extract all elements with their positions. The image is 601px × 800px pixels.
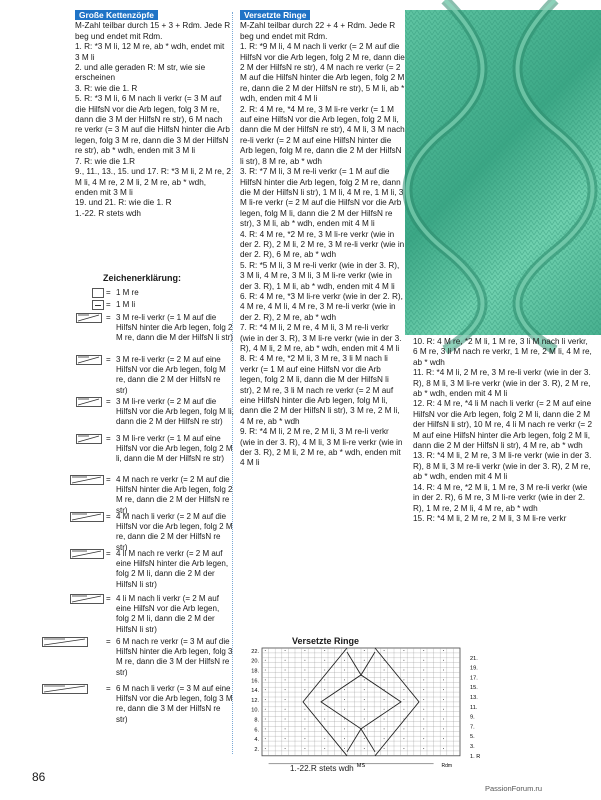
purl-dot [265,719,266,720]
row-number-left: 22. [251,648,259,655]
cross-3-right-symbol-icon [76,355,102,365]
purl-dot [285,728,286,729]
equals-sign: = [106,434,111,443]
cable-texture-image [405,10,601,335]
row-number-right: 7. [470,724,475,731]
purl-dot [324,650,325,651]
left-section-line: 7. R: wie die 1.R [75,156,136,166]
purl-dot [265,679,266,680]
purl-dot [344,689,345,690]
legend-text: 4 M nach re verkr (= 2 M auf die HilfsN hinter die Arb legen, folg 2 M re, dann die 2 M der HilfsN re str) [116,475,233,515]
row-number-left: 4. [254,737,259,744]
purl-dot [384,689,385,690]
purl-dot [265,670,266,671]
purl-dot [304,738,305,739]
left-column [75,10,231,219]
right-section-line: 12. R: 4 M re, *4 li M nach li verkr (= 2 M auf eine HilfsN vor die Arb legen, folg 2 M li, dann die 2 M der HilfsN li str), 10 M re, 4 li M nach re verkr (= 2 M auf eine HilfsN hinter die Arb legen, folg 2 M li, dann die 2 M der HilfsN li str), 4 M re, ab * wdh [413,399,593,451]
purl-dot [265,709,266,710]
cross-4-right-symbol-icon [70,475,104,485]
row-number-right: 19. [470,665,478,672]
row-number-left: 18. [251,668,259,675]
purl-dot [265,748,266,749]
row-number-left: 12. [251,697,259,704]
purl-dot [403,699,404,700]
row-number-right: 21. [470,655,478,662]
legend-text: 3 M li-re verkr (= 2 M auf die HilfsN vor die Arb legen, folg M li, dann die 2 M der HilfsN re str) [116,397,234,427]
purl-dot [304,709,305,710]
purl-dot [324,728,325,729]
purl-dot [443,709,444,710]
right-column [413,337,593,524]
purl-dot [304,679,305,680]
purl-dot [324,738,325,739]
purl-dot [265,650,266,651]
cross-6-right-symbol-icon [42,637,88,647]
middle-section-line: 3. R: *7 M li, 3 M re-li verkr (= 1 M auf die HilfsN hinter die Arb legen, folg 2 M re, dann die M der HilfsN li str), 1 M li, 4 M re, 1 M li, 3 M li-re verkr (= 2 M auf die HilfsN vor die Arb legen, folg M li, dann die 2 M der HilfsN re str), 3 M li, ab * wdh, enden mit 4 M li [240,167,404,229]
purl-dot [423,670,424,671]
purl-dot [265,728,266,729]
purl-dot [364,738,365,739]
purl-dot [324,699,325,700]
purl-dot [304,719,305,720]
purl-dot [344,699,345,700]
legend-text: 4 M nach li verkr (= 2 M auf die HilfsN vor die Arb legen, folg 2 M re, dann die 2 M der HilfsN re str) [116,512,233,552]
purl-dot [324,679,325,680]
purl-dot [443,728,444,729]
watermark: PassionForum.ru [485,784,543,793]
purl-dot [285,650,286,651]
purl-dot [324,689,325,690]
cross-4-purl-symbol-icon [70,549,104,559]
cross-3-purl-right-symbol-icon [76,434,102,444]
purl-dot [423,689,424,690]
equals-sign: = [106,549,111,558]
row-number-right: 17. [470,675,478,682]
purl-dot [423,660,424,661]
legend-text: 6 M nach re verkr (= 3 M auf die HilfsN hinter die Arb legen, folg 3 M re, dann die 3 M der HilfsN re str) [116,637,233,677]
purl-dot [423,699,424,700]
right-section-line: 10. R: 4 M re, *2 M li, 1 M re, 3 li M nach li verkr, 6 M re, 3 li M nach re verkr, 1 M re, 2 M li, 4 M re, ab * wdh [413,337,592,367]
row-number-right: 1. R [470,753,481,760]
legend-text: 3 M re-li verkr (= 1 M auf die HilfsN hinter die Arb legen, folg 2 M re, dann die M der HilfsN li str) [116,313,233,343]
purl-dot [285,748,286,749]
left-section-line: 1.-22. R stets wdh [75,208,141,218]
purl-dot [443,719,444,720]
repeat-label: MS [356,762,366,769]
purl-dot [344,660,345,661]
purl-dot [423,748,424,749]
knit-right-symbol-icon [92,288,104,298]
purl-dot [403,738,404,739]
row-number-left: 20. [251,658,259,665]
row-number-right: 15. [470,685,478,692]
purl-dot [304,670,305,671]
row-number-left: 2. [254,746,259,753]
middle-section-line: 6. R: 4 M re, *3 M li-re verkr (wie in der 2. R), 4 M re, 4 M li, 4 M re, 3 M re-li verkr (wie in der 2. R), 2 M re, ab * wdh [240,291,403,322]
equals-sign: = [106,512,111,521]
row-number-right: 5. [470,734,475,741]
purl-dot [443,670,444,671]
purl-dot [384,738,385,739]
equals-sign: = [106,475,111,484]
purl-dot [265,699,266,700]
purl-dot [265,738,266,739]
right-section-line: 11. R: *4 M li, 2 M re, 3 M re-li verkr (wie in der 3. R), 8 M li, 3 M li-re verkr (wie in der 3. R), 2 M re, ab * wdh, enden mit 4 M li [413,368,591,399]
purl-dot [384,719,385,720]
purl-dot [443,748,444,749]
equals-sign: = [106,313,111,322]
legend-title: Zeichenerklärung: [103,273,182,283]
purl-dot [423,728,424,729]
purl-dot [403,719,404,720]
legend-text: 3 M re-li verkr (= 2 M auf eine HilfsN vor die Arb legen, folg M re, dann die 2 M der HilfsN re str) [116,355,226,395]
middle-section-line: 9. R: *4 M li, 2 M re, 2 M li, 3 M re-li verkr (wie in der 3. R), 4 M li, 3 M li-re verkr (wie in der 3. R), 2 M li, 2 M re, ab * wdh, enden mit 4 M li [240,427,403,468]
purl-dot [384,679,385,680]
purl-dot [384,699,385,700]
purl-dot [423,709,424,710]
row-number-right: 9. [470,714,475,721]
purl-dot [364,660,365,661]
equals-sign: = [106,684,111,693]
row-number-left: 8. [254,717,259,724]
chart-footer: 1.-22.R stets wdh [290,764,354,773]
middle-section-line: 4. R: 4 M re, *2 M re, 3 M li-re verkr (wie in der 2. R), 2 M li, 2 M re, 3 M re-li verkr (wie in der 2. R), 6 M re, ab * wdh [240,229,405,260]
purl-dot [324,670,325,671]
equals-sign: = [106,300,111,309]
purl-dot [344,728,345,729]
purl-dot [384,748,385,749]
legend-text: 1 M re [116,288,139,297]
purl-dot [423,738,424,739]
purl-dot [403,748,404,749]
purl-dot [403,709,404,710]
left-section-line: 2. und alle geraden R: M str, wie sie erscheinen [75,63,206,83]
purl-dot [304,660,305,661]
purl-dot [344,748,345,749]
purl-dot [364,679,365,680]
chart-title: Versetzte Ringe [292,636,360,646]
purl-dot [384,709,385,710]
purl-dot [364,699,365,700]
purl-dot [344,679,345,680]
purl-dot [403,689,404,690]
purl-dot [423,679,424,680]
purl-dot [265,689,266,690]
equals-sign: = [106,397,111,406]
row-number-right: 3. [470,744,475,750]
cross-6-left-symbol-icon [42,684,88,694]
purl-dot [265,660,266,661]
cross-4-purl-left-symbol-icon [70,594,104,604]
row-number-left: 16. [251,678,259,685]
purl-dot [324,748,325,749]
middle-section-line: 5. R: *5 M li, 3 M re-li verkr (wie in der 3. R), 3 M li, 4 M re, 3 M li, 3 M li-re verkr (wie in der 3. R), 1 M li, ab * wdh, enden mit 4 M li [240,260,400,291]
purl-dot [344,738,345,739]
middle-section-line: 1. R: *9 M li, 4 M nach li verkr (= 2 M auf die HilfsN vor die Arb legen, folg 2 M re, dann die 2 M der HilfsN re str), 4 M nach re verkr (= 2 M auf die HilfsN hinter die Arb legen, folg 2 M re, dann die 2 M der HilfsN re str), 5 M li, ab * wdh, enden mit 4 M li [240,42,405,104]
right-section-text [413,337,593,524]
purl-dot [384,650,385,651]
middle-column [240,10,405,469]
purl-dot [364,670,365,671]
purl-dot [384,660,385,661]
equals-sign: = [106,637,111,646]
equals-sign: = [106,594,111,603]
purl-dot [364,689,365,690]
equals-sign: = [106,355,111,364]
legend-text: 6 M nach li verkr (= 3 M auf eine HilfsN vor die Arb legen, folg 3 M re, dann die 3 M der HilfsN re str) [116,684,233,724]
legend-text: 1 M li [116,300,136,309]
cross-4-left-symbol-icon [70,512,104,522]
purl-dot [403,650,404,651]
edge-stitch-label: Rdm [441,762,453,769]
purl-dot [285,709,286,710]
right-section-line: 13. R: *4 M li, 2 M re, 3 M li-re verkr (wie in der 3. R), 8 M li, 3 M re-li verkr (wie in der 3. R), 2 M re, ab * wdh, enden mit 4 M li [413,451,592,482]
left-section-title: Große Kettenzöpfe [75,10,158,20]
purl-dot [443,679,444,680]
purl-dot [364,748,365,749]
purl-dot [324,660,325,661]
legend-text: 4 li M nach re verkr (= 2 M auf eine HilfsN hinter die Arb legen, folg 2 M li, dann die 2 M der HilfsN li str) [116,549,229,589]
row-number-left: 6. [254,727,259,734]
right-section-line: 15. R: *4 M li, 2 M re, 2 M li, 3 M li-re verkr [413,513,567,523]
middle-section-text [240,21,405,468]
left-section-line: 3. R: wie die 1. R [75,83,138,93]
purl-dot [403,728,404,729]
left-section-line: 19. und 21. R: wie die 1. R [75,198,172,208]
purl-dot [285,719,286,720]
purl-dot [344,670,345,671]
purl-dot [364,728,365,729]
knitting-photo [405,10,601,335]
middle-section-line: M-Zahl teilbar durch 22 + 4 + Rdm. Jede R beg und endet mit Rdm. [240,21,396,41]
purl-dot [423,719,424,720]
purl-dot [285,699,286,700]
purl-dot [364,719,365,720]
purl-dot [443,689,444,690]
purl-dot [384,728,385,729]
row-number-right: 13. [470,695,478,701]
purl-dot [285,670,286,671]
page-number: 86 [32,770,46,784]
purl-dot [304,689,305,690]
purl-dot [364,650,365,651]
purl-dot [443,660,444,661]
row-number-right: 11. [470,704,478,711]
purl-dot [403,670,404,671]
purl-dot [364,709,365,710]
purl-dot [403,660,404,661]
purl-dot [285,679,286,680]
middle-section-line: 2. R: 4 M re, *4 M re, 3 M li-re verkr (= 1 M auf eine HilfsN vor die Arb legen, folg 2 M li, dann die M der HilfsN re str), 4 M li, 3 M nach re-li verkr (= 2 M auf eine HilfsN hinter die Arb legen, folg M re, dann die 2 M der HilfsN li str), 8 M re, ab * wdh [240,104,405,166]
row-number-left: 14. [251,688,259,695]
left-section-line: M-Zahl teilbar durch 15 + 3 + Rdm. Jede R beg und endet mit Rdm. [75,21,231,41]
purl-dot [285,660,286,661]
purl-dot [443,699,444,700]
purl-dot [423,650,424,651]
legend-text: 4 li M nach li verkr (= 2 M auf eine HilfsN vor die Arb legen, folg 2 M li, dann die 2 M der HilfsN li str) [116,594,220,634]
left-section-text [75,21,231,219]
purl-dot [324,709,325,710]
left-section-line: 5. R: *3 M li, 6 M nach li verkr (= 3 M auf die HilfsN vor die Arb legen, folg 3 M re, dann die 3 M der HilfsN re str), 6 M nach re verkr (= 3 M auf die HilfsN hinter die Arb legen, folg 3 M re, dann die 3 M der HilfsN re str), ab * wdh, enden mit 3 M li [75,94,230,156]
purl-dot [304,728,305,729]
left-section-line: 9., 11., 13., 15. und 17. R: *3 M li, 2 M re, 2 M li, 4 M re, 2 M li, 2 M re, ab * wdh, enden mit 3 M li [75,167,231,197]
purl-dot [403,679,404,680]
purl-dot [324,719,325,720]
equals-sign: = [106,288,111,297]
purl-dot [304,650,305,651]
middle-section-line: 8. R: 4 M re, *2 M li, 3 M re, 3 li M nach li verkr (= 1 M auf eine HilfsN vor die Arb legen, folg 2 M li, dann die M der HilfsN li str), 2 M re, 3 li M nach re verkr (= 2 M auf eine HilfsN hinter die Arb legen, folg M li, dann die 2 M der HilfsN li str), 3 M re, 2 M li, 4 M re, ab * wdh [240,354,400,426]
purl-symbol-icon [92,300,104,310]
purl-dot [344,709,345,710]
purl-dot [443,650,444,651]
row-number-left: 10. [251,707,259,714]
purl-dot [304,699,305,700]
right-section-line: 14. R: 4 M re, *2 M li, 1 M re, 3 M re-li verkr (wie in der 2. R), 6 M re, 3 M li-re verkr (wie in der 2. R), 1 M re, 2 M li, 4 M re, ab * wdh [413,482,588,513]
purl-dot [304,748,305,749]
purl-dot [285,738,286,739]
cross-3-purl-symbol-icon [76,397,102,407]
purl-dot [384,670,385,671]
cross-3-left-symbol-icon [76,313,102,323]
purl-dot [344,650,345,651]
middle-section-line: 7. R: *4 M li, 2 M re, 4 M li, 3 M re-li verkr (wie in der 3. R), 3 M li-re verkr (wie in der 3. R), 4 M li, 2 M re, ab * wdh, enden mit 4 M li [240,323,402,353]
legend-text: 3 M li-re verkr (= 1 M auf eine HilfsN vor die Arb legen, folg 2 M li, dann die M der HilfsN re str) [116,434,233,464]
purl-dot [285,689,286,690]
left-section-line: 1. R: *3 M li, 12 M re, ab * wdh, endet mit 3 M li [75,42,225,62]
purl-dot [443,738,444,739]
middle-section-title: Versetzte Ringe [240,10,310,20]
purl-dot [344,719,345,720]
